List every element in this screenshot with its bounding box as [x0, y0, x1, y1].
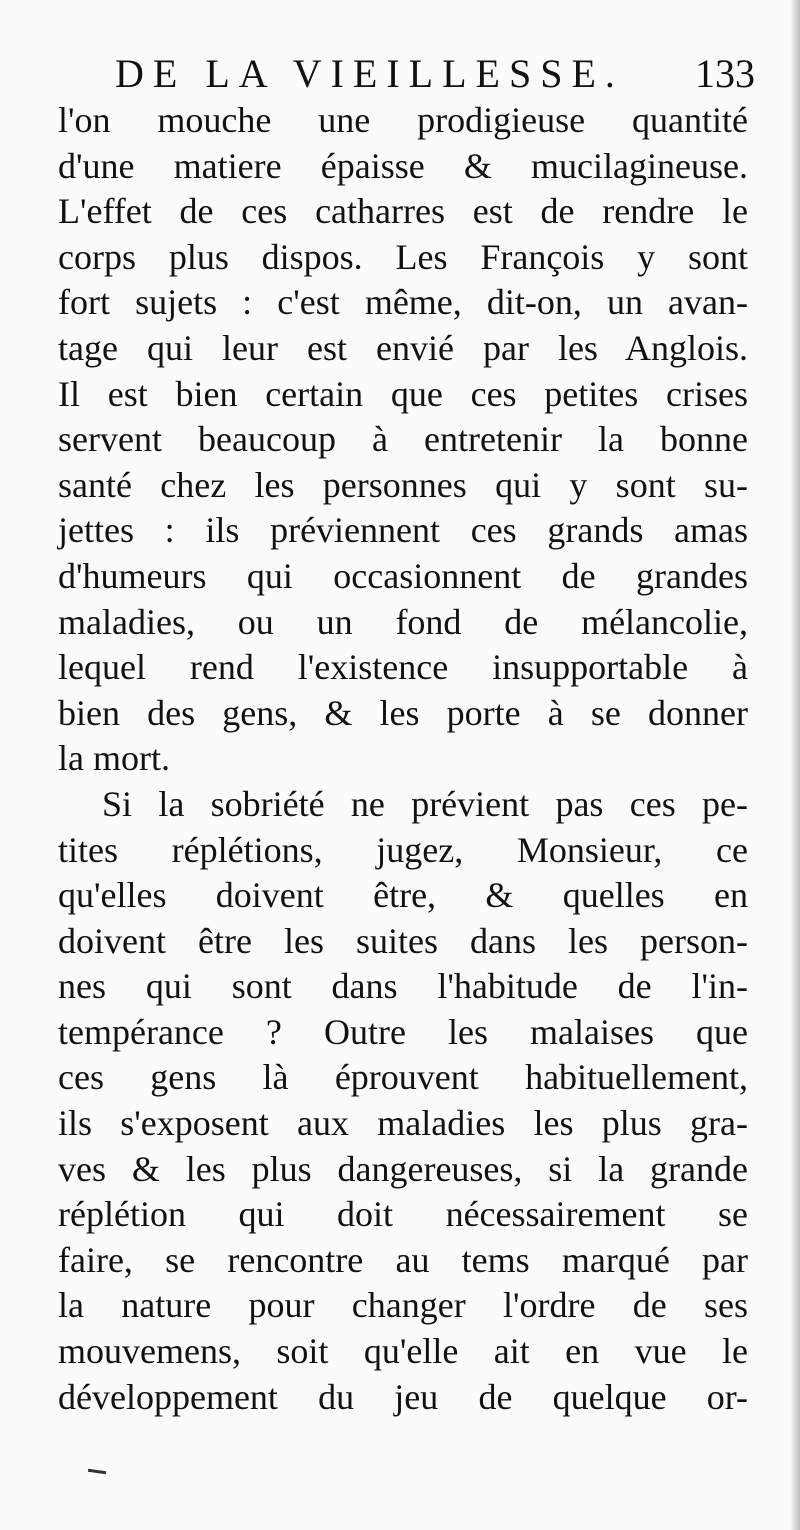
- text-line: fort sujets : c'est même, dit-on, un avan-: [58, 282, 748, 323]
- printer-mark: [88, 1469, 106, 1474]
- text-line: servent beaucoup à entretenir la bonne: [58, 419, 748, 460]
- text-line: jettes : ils préviennent ces grands amas: [58, 510, 748, 551]
- text-line: tites réplétions, jugez, Monsieur, ce: [58, 829, 748, 870]
- text-line: lequel rend l'existence insupportable à: [58, 647, 748, 688]
- text-line: la nature pour changer l'ordre de ses: [58, 1285, 748, 1326]
- text-line: qu'elles doivent être, & quelles en: [58, 875, 748, 916]
- text-line: Il est bien certain que ces petites crises: [58, 373, 748, 414]
- text-line: santé chez les personnes qui y sont su-: [58, 464, 748, 505]
- text-line: développement du jeu de quelque or-: [58, 1376, 748, 1417]
- text-line: tage qui leur est envié par les Anglois.: [58, 327, 748, 368]
- text-line: faire, se rencontre au tems marqué par: [58, 1239, 748, 1280]
- page-number: 133: [695, 51, 755, 96]
- text-line: d'une matiere épaisse & mucilagineuse.: [58, 145, 748, 186]
- text-line: d'humeurs qui occasionnent de grandes: [58, 555, 748, 596]
- page-edge-shadow: [790, 0, 800, 1530]
- text-line: réplétion qui doit nécessairement se: [58, 1194, 748, 1235]
- text-line: ves & les plus dangereuses, si la grande: [58, 1148, 748, 1189]
- text-line: ces gens là éprouvent habituellement,: [58, 1057, 748, 1098]
- text-line: L'effet de ces catharres est de rendre le: [58, 191, 748, 232]
- text-line: mouvemens, soit qu'elle ait en vue le: [58, 1331, 748, 1372]
- text-line: maladies, ou un fond de mélancolie,: [58, 601, 748, 642]
- text-line: l'on mouche une prodigieuse quantité: [58, 100, 748, 140]
- paragraph-end-line: la mort.: [58, 738, 170, 779]
- running-head-title: DE LA VIEILLESSE.: [115, 51, 624, 96]
- text-line: nes qui sont dans l'habitude de l'in-: [58, 966, 748, 1007]
- text-line: bien des gens, & les porte à se donner: [58, 692, 748, 733]
- body-text: [58, 98, 748, 1420]
- text-line: doivent être les suites dans les person-: [58, 920, 748, 961]
- text-line: corps plus dispos. Les François y sont: [58, 236, 748, 277]
- running-head: [115, 52, 755, 96]
- text-line: tempérance ? Outre les malaises que: [58, 1011, 748, 1052]
- paragraph-start-line: Si la sobriété ne prévient pas ces pe-: [102, 783, 748, 824]
- text-line: ils s'exposent aux maladies les plus gra-: [58, 1103, 748, 1144]
